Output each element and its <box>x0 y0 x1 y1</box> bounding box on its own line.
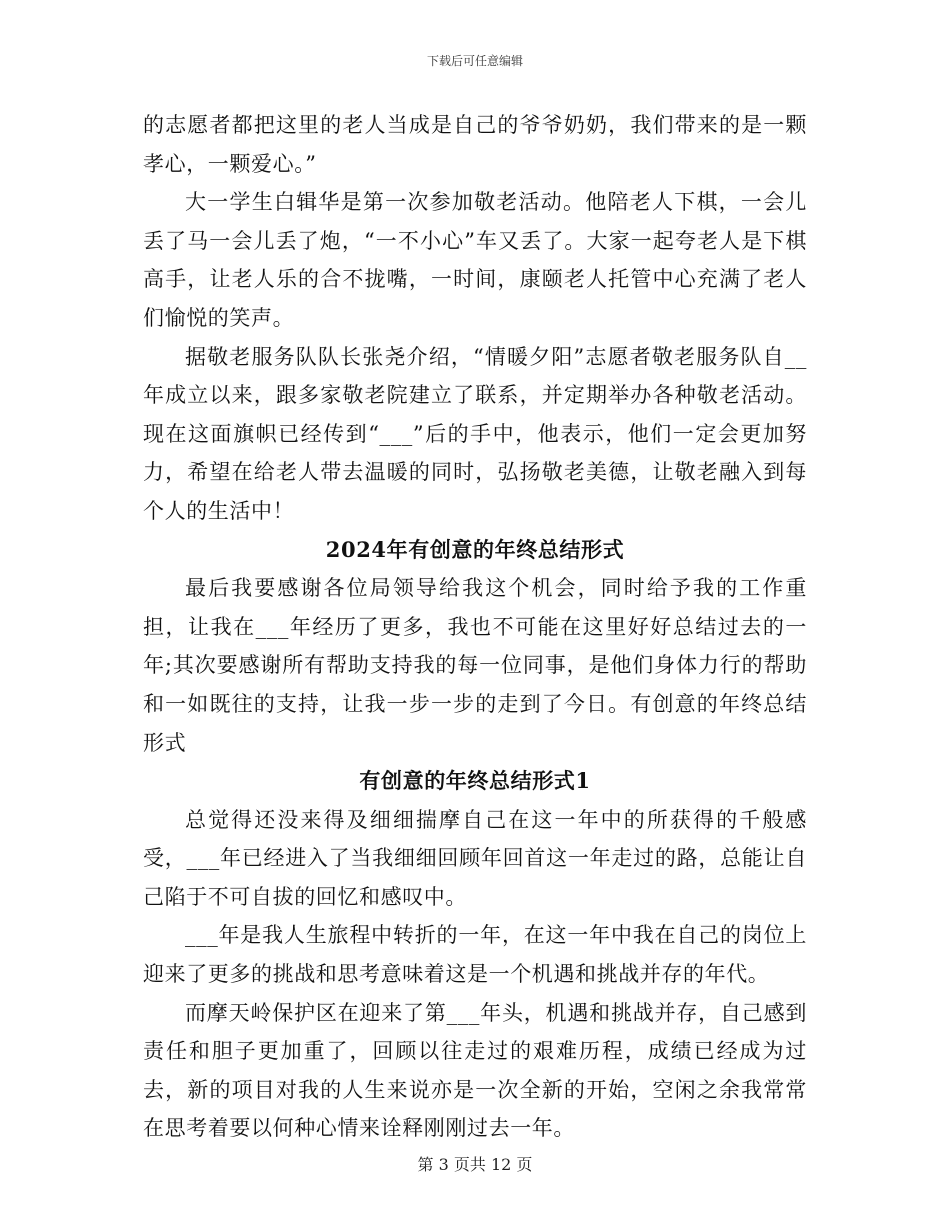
section-heading-year-end-summary: 2024年有创意的年终总结形式 <box>325 536 625 562</box>
paragraph-team-leader: 据敬老服务队队长张尧介绍，“情暖夕阳”志愿者敬老服务队自__年成立以来，跟多家敬老院建立了联系，并定期举办各种敬老活动。现在这面旗帜已经传到“___”后的手中，他表示，他们一定会更加努力，希望在给老人带去温暖的同时，弘扬敬老美德，让敬老融入到每个人的生活中！ <box>143 344 807 523</box>
paragraph-reserve-challenges: 而摩天岭保护区在迎来了第___年头，机遇和挑战并存，自己感到责任和胆子更加重了，回顾以往走过的艰难历程，成绩已经成为过去，新的项目对我的人生来说亦是一次全新的开始，空闲之余我常常在思考着要以何种心情来诠释刚刚过去一年。 <box>143 1000 807 1141</box>
section-heading-summary-1: 有创意的年终总结形式1 <box>359 768 591 794</box>
page-header: 下载后可任意编辑 <box>426 54 523 68</box>
document-body <box>143 106 807 1148</box>
paragraph-turning-point: ___年是我人生旅程中转折的一年，在这一年中我在自己的岗位上迎来了更多的挑战和思考意味着这是一个机遇和挑战并存的年代。 <box>143 923 807 987</box>
paragraph-volunteers-continued: 的志愿者都把这里的老人当成是自己的爷爷奶奶，我们带来的是一颗孝心，一颗爱心。” <box>143 113 807 176</box>
paragraph-thanks: 最后我要感谢各位局领导给我这个机会，同时给予我的工作重担，让我在___年经历了更多，我也不可能在这里好好总结过去的一年;其次要感谢所有帮助支持我的每一位同事，是他们身体力行的帮助和一如既往的支持，让我一步一步的走到了今日。有创意的年终总结形式 <box>143 576 807 755</box>
page-number: 第 3 页共 12 页 <box>417 1155 533 1174</box>
paragraph-student-chess: 大一学生白辑华是第一次参加敬老活动。他陪老人下棋，一会儿丢了马一会儿丢了炮，“一不小心”车又丢了。大家一起夸老人是下棋高手，让老人乐的合不拢嘴，一时间，康颐老人托管中心充满了老人们愉悦的笑声。 <box>143 190 807 330</box>
paragraph-reflection: 总觉得还没来得及细细揣摩自己在这一年中的所获得的千般感受，___年已经进入了当我细细回顾年回首这一年走过的路，总能让自己陷于不可自拔的回忆和感叹中。 <box>143 807 807 909</box>
